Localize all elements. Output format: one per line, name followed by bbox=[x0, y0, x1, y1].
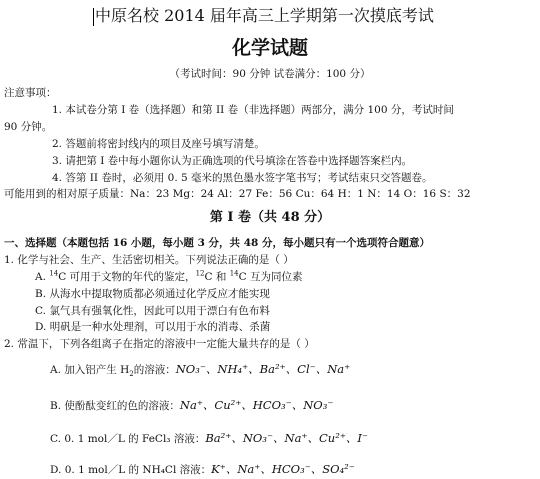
q2-option-a-label: A. 加入铝产生 H bbox=[50, 364, 130, 376]
q2-option-d-ions: K⁺、Na⁺、HCO₃⁻、SO₄²⁻ bbox=[211, 462, 355, 476]
q2-option-d bbox=[50, 462, 355, 477]
note-3: 3. 请把第 I 卷中每小题你认为正确选项的代号填涂在答卷中选择题答案栏内。 bbox=[52, 155, 413, 167]
q1-option-a-label: A. bbox=[35, 271, 50, 283]
q1-option-c: C. 氯气具有强氧化性，因此可以用于漂白有色布料 bbox=[35, 305, 270, 317]
q2-option-b-label: B. 使酚酞变红的色的溶液： bbox=[50, 400, 180, 412]
section-title: 第 I 卷（共 48 分） bbox=[209, 210, 331, 225]
q2-option-b bbox=[50, 398, 333, 413]
q2-option-b-ions: Na⁺、Cu²⁺、HCO₃⁻、NO₃⁻ bbox=[179, 398, 334, 412]
q1-option-a-sup2: 12 bbox=[195, 269, 205, 278]
q2-option-c bbox=[50, 431, 368, 446]
q2-option-a-ions: NO₃⁻、NH₄⁺、Ba²⁺、Cl⁻、Na⁺ bbox=[175, 362, 351, 376]
part-heading: 一、选择题（本题包括 16 小题，每小题 3 分，共 48 分，每小题只有一个选项符合题意） bbox=[4, 237, 430, 249]
q1-option-a-sup1: 14 bbox=[49, 269, 59, 278]
question-2-stem: 2. 常温下，下列各组离子在指定的溶液中一定能大量共存的是（ ） bbox=[4, 338, 315, 350]
q1-option-a-text1: C 可用于文物的年代的鉴定， bbox=[58, 271, 196, 283]
subject-title: 化学试题 bbox=[231, 37, 308, 59]
text-cursor bbox=[93, 8, 94, 26]
q1-option-a-text3: C 互为同位素 bbox=[238, 271, 303, 283]
note-2: 2. 答题前将密封线内的项目及座号填写清楚。 bbox=[52, 138, 265, 150]
q1-option-a bbox=[35, 270, 303, 284]
q2-option-c-label: C. 0. 1 mol／L 的 FeCl₃ 溶液： bbox=[50, 433, 206, 445]
q1-option-a-sup3: 14 bbox=[229, 269, 239, 278]
notes-heading: 注意事项： bbox=[4, 87, 57, 99]
q2-option-a-sub: 2 bbox=[129, 370, 134, 379]
exam-header-text: 中原名校 2014 届年高三上学期第一次摸底考试 bbox=[95, 6, 434, 25]
q1-option-a-text2: C 和 bbox=[204, 271, 230, 283]
q2-option-c-ions: Ba²⁺、NO₃⁻、Na⁺、Cu²⁺、I⁻ bbox=[205, 431, 369, 445]
exam-info: （考试时间：90 分钟 试卷满分：100 分） bbox=[169, 68, 371, 80]
q2-option-d-label: D. 0. 1 mol／L 的 NH₄Cl 溶液： bbox=[50, 464, 212, 476]
q1-option-b: B. 从海水中提取物质都必须通过化学反应才能实现 bbox=[35, 288, 270, 300]
note-1-cont: 90 分钟。 bbox=[4, 121, 53, 133]
note-1: 1. 本试卷分第 I 卷（选择题）和第 II 卷（非选择题）两部分，满分 100 分，考试时间 bbox=[52, 104, 454, 116]
q2-option-a bbox=[50, 362, 350, 377]
question-1-stem: 1. 化学与社会、生产、生活密切相关。下列说法正确的是（ ） bbox=[4, 254, 294, 266]
q1-option-d: D. 明矾是一种水处理剂，可以用于水的消毒、杀菌 bbox=[35, 321, 271, 333]
note-4: 4. 答第 II 卷时，必须用 0. 5 毫米的黑色墨水签字笔书写；考试结束只交答题卷。 bbox=[52, 172, 433, 184]
exam-header bbox=[93, 6, 434, 26]
atomic-mass-line: 可能用到的相对原子质量：Na：23 Mg：24 Al：27 Fe：56 Cu：64 H：1 N：14 O：16 S：32 bbox=[4, 188, 471, 200]
q2-option-a-text: 的溶液： bbox=[133, 364, 176, 376]
